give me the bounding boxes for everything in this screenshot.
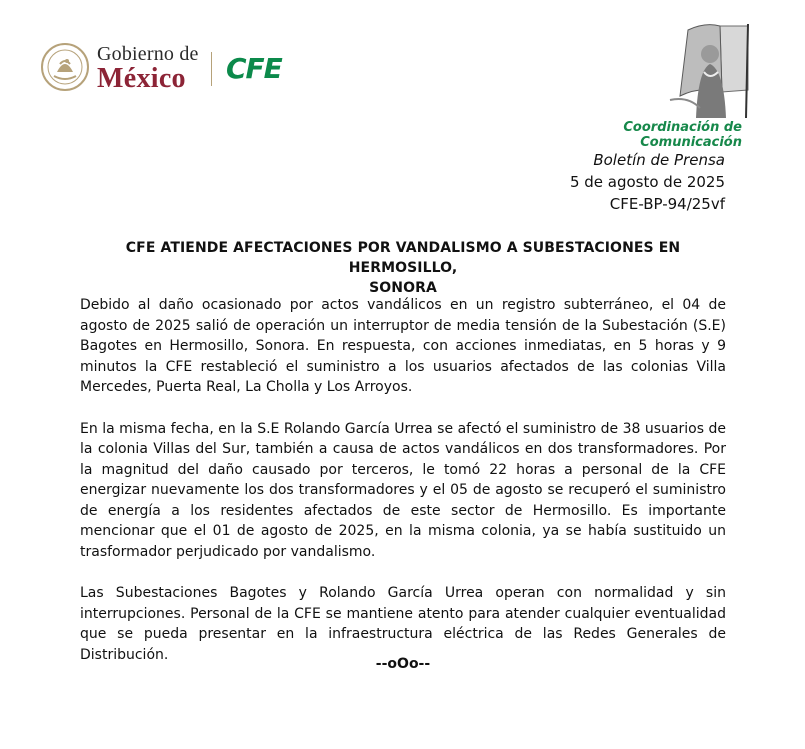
letterhead — [0, 0, 805, 120]
press-title-line2: SONORA — [369, 280, 437, 296]
cfe-logo: CFE — [226, 52, 282, 85]
closing-mark: --oOo-- — [375, 656, 431, 672]
paragraph: Debido al daño ocasionado por actos vandálicos en un registro subterráneo, el 04 de agosto de 2025 salió de operación un interruptor de media tensión de la Subestación (S.E) Bagotes en Hermosillo, Sonora. En respuesta, con acciones inmediatas, en 5 horas y 9 minutos la CFE restableció el suministro a los usuarios afectados de las colonias Villa Mercedes, Puerta Real, La Cholla y Los Arroyos. — [80, 297, 726, 395]
paragraph: En la misma fecha, en la S.E Rolando García Urrea se afectó el suministro de 38 usuarios de la colonia Villas del Sur, también a causa de actos vandálicos en dos transformadores. Por la magnitud del daño causado por terceros, le tomó 22 horas a personal de la CFE energizar nuevamente los dos transformadores y el 05 de agosto se recuperó el suministro de energía a los residentes afectados de este sector de Hermosillo. Es importante mencionar que el 01 de agosto de 2025, en la misma colonia, ya se había sustituido un trasformador perjudicado por vandalismo. — [80, 420, 726, 560]
gobierno-line1: Gobierno de — [97, 43, 199, 65]
heroine-flag-icon — [660, 20, 752, 120]
communication-office: Coordinación de Comunicación — [623, 120, 742, 150]
press-title-line1: CFE ATIENDE AFECTACIONES POR VANDALISMO A SUBESTACIONES EN HERMOSILLO, — [125, 240, 681, 276]
bulletin-meta — [570, 149, 725, 215]
bulletin-date: 5 de agosto de 2025 — [569, 173, 725, 191]
gobierno-line2: México — [97, 63, 186, 94]
mexico-seal-icon — [40, 42, 90, 92]
bulletin-code: CFE-BP-94/25vf — [609, 195, 725, 213]
logo-divider — [211, 52, 212, 86]
gobierno-de-mexico-logo — [97, 44, 199, 93]
press-title — [80, 238, 726, 298]
bulletin-label: Boletín de Prensa — [593, 151, 725, 169]
paragraph: Las Subestaciones Bagotes y Rolando García Urrea operan con normalidad y sin interrupciones. Personal de la CFE se mantiene atento para atender cualquier eventualidad que se pueda presentar en la infraestructura eléctrica de las Redes Generales de Distribución. — [80, 585, 726, 663]
press-body — [80, 295, 726, 686]
